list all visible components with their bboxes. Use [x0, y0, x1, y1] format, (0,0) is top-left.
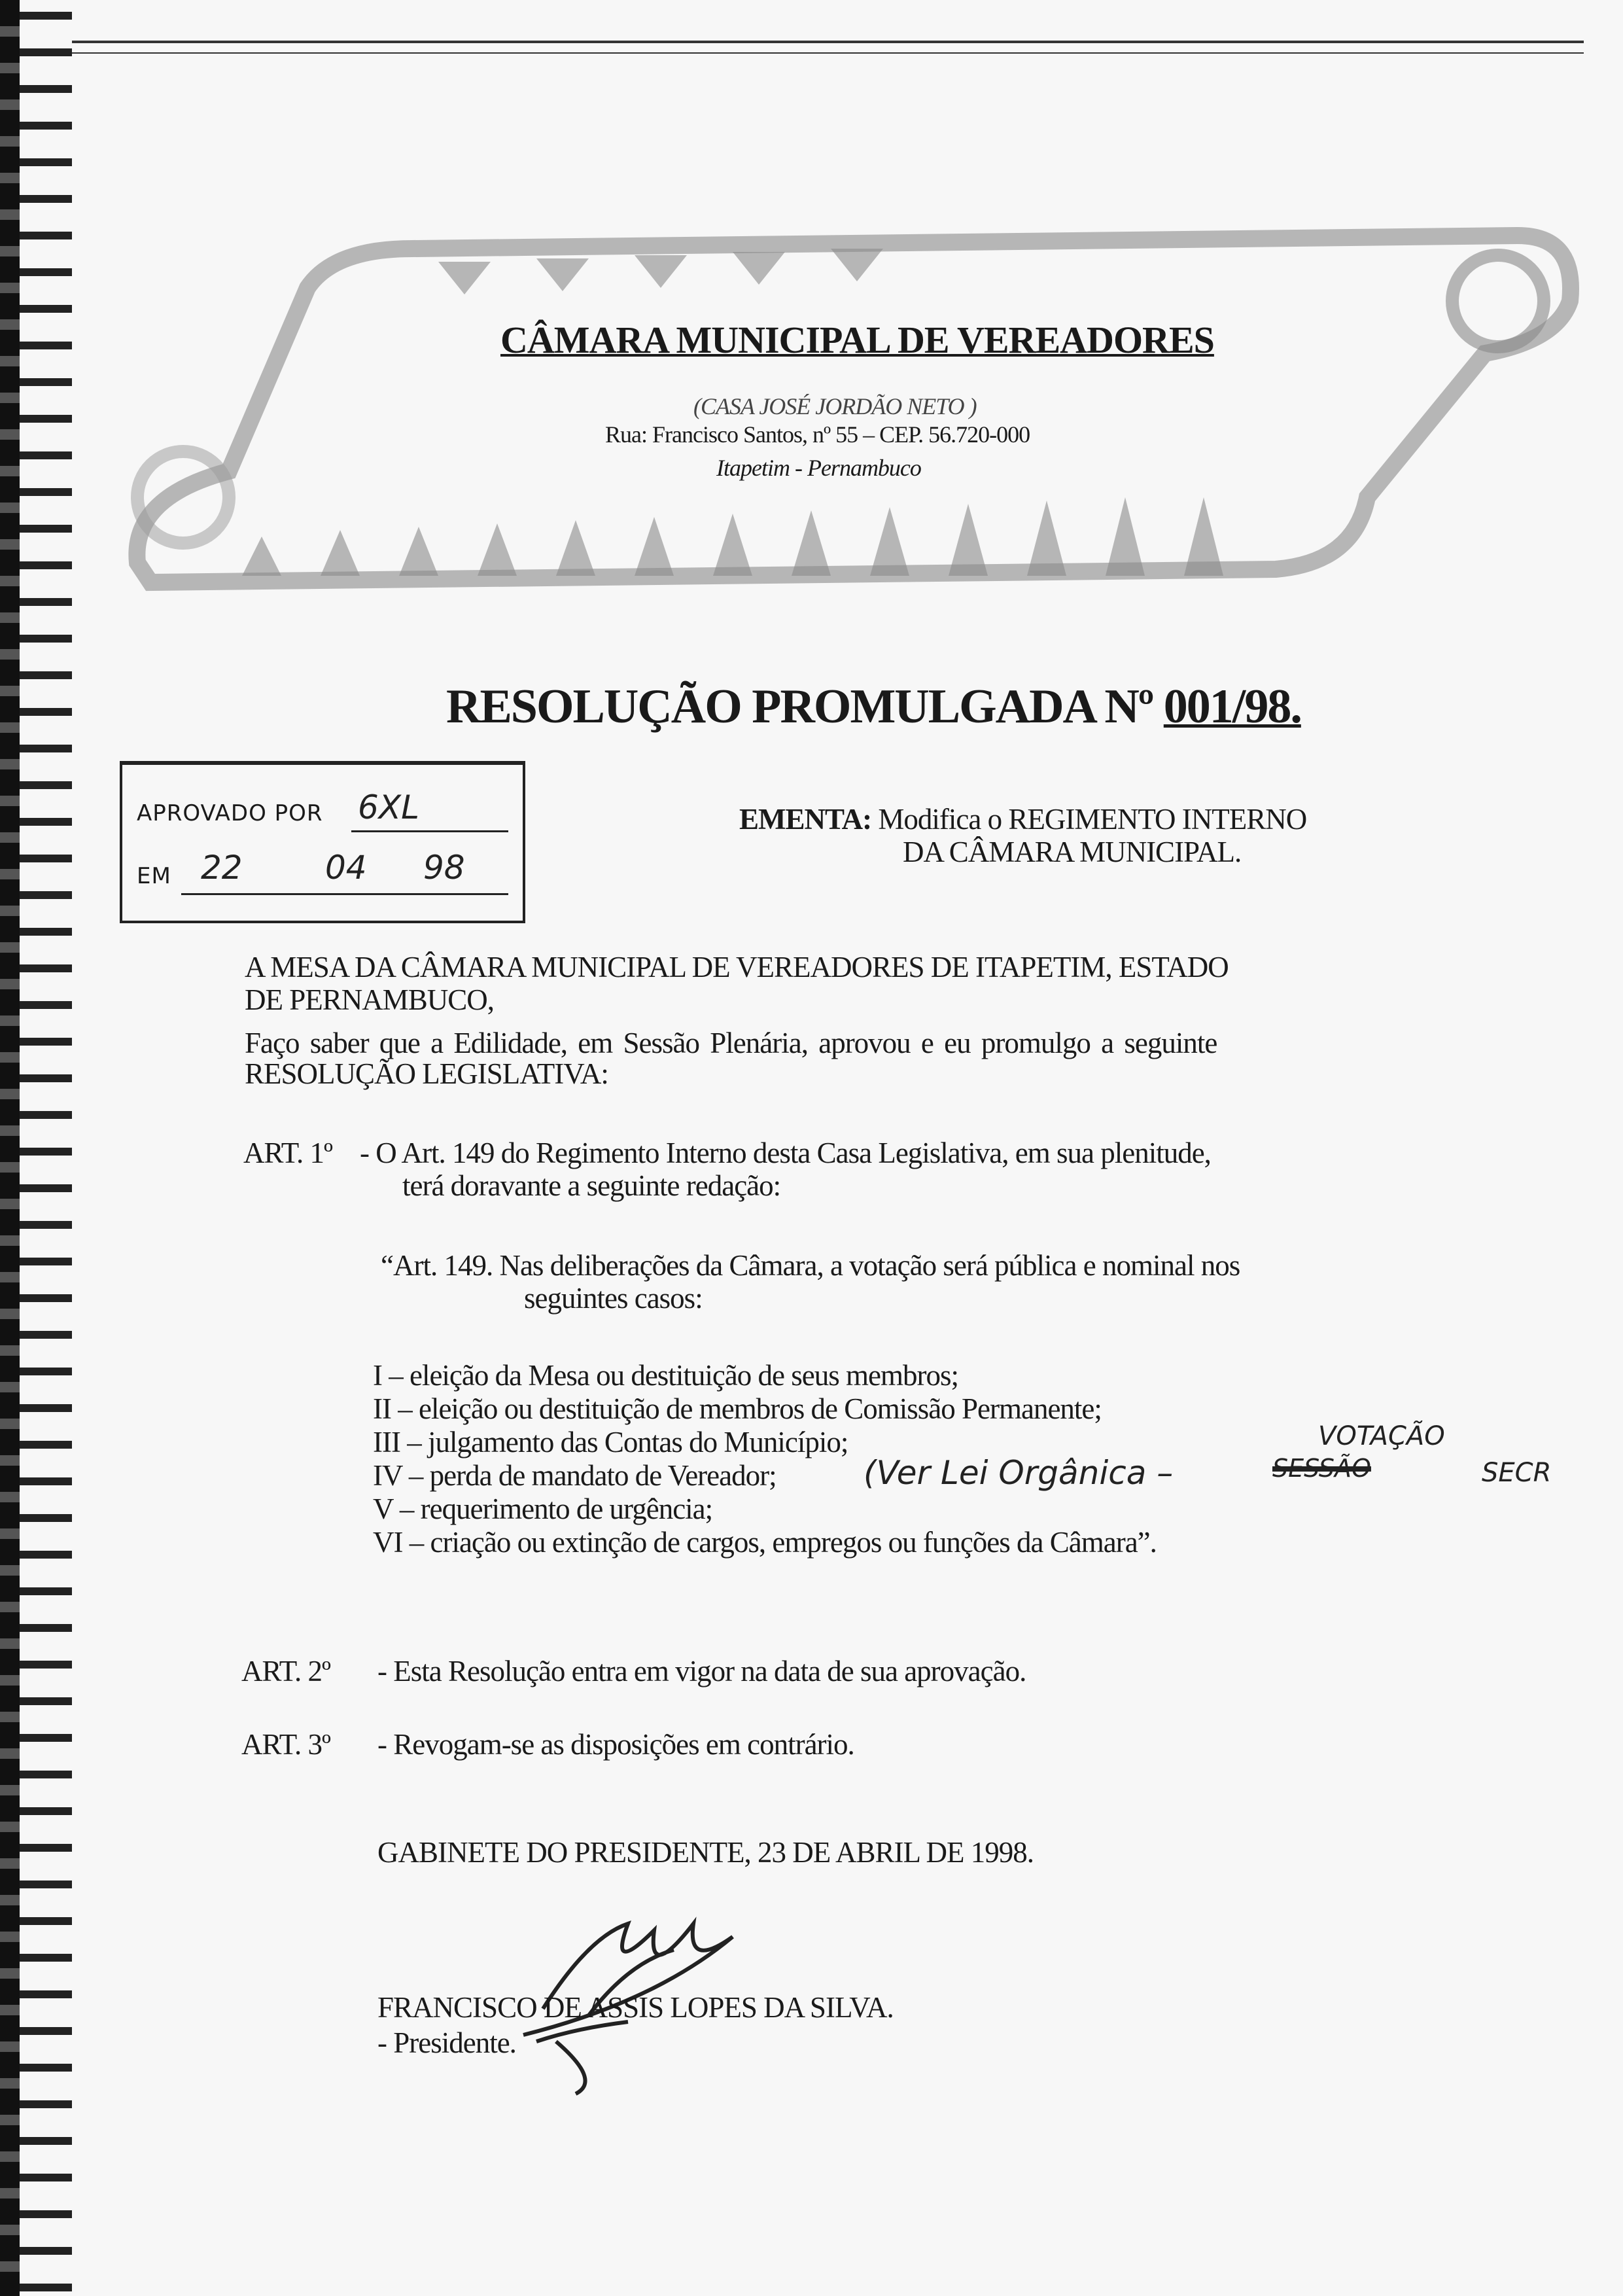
- list-item: III – julgamento das Contas do Município;: [373, 1426, 848, 1458]
- institution-name: CÂMARA MUNICIPAL DE VEREADORES: [500, 319, 1214, 361]
- handwritten-note-tail: SECR: [1482, 1458, 1552, 1488]
- list-item: I – eleição da Mesa ou destituição de seus membros;: [373, 1359, 958, 1392]
- list-item: V – requerimento de urgência;: [373, 1492, 713, 1525]
- approval-stamp: [120, 761, 525, 923]
- spiral-binding: [0, 0, 72, 2296]
- preamble-line: Faço saber que a Edilidade, em Sessão Plenária, aprovou e eu promulgo a seguinte: [245, 1027, 1217, 1059]
- ementa-line: Modifica o REGIMENTO INTERNO: [878, 803, 1307, 836]
- handwritten-note: (Ver Lei Orgânica –: [864, 1454, 1174, 1492]
- resolution-number: 001/98.: [1163, 680, 1301, 733]
- preamble-line: A MESA DA CÂMARA MUNICIPAL DE VEREADORES DE ITAPETIM, ESTADO: [245, 951, 1229, 983]
- city: Itapetim - Pernambuco: [716, 455, 921, 481]
- place-date: GABINETE DO PRESIDENTE, 23 DE ABRIL DE 1998.: [377, 1836, 1034, 1869]
- article-3-text: - Revogam-se as disposições em contrário.: [377, 1728, 854, 1761]
- title-prefix: RESOLUÇÃO PROMULGADA Nº: [446, 680, 1164, 733]
- handwritten-correction: VOTAÇÃO: [1318, 1421, 1445, 1451]
- article-1-text: terá doravante a seguinte redação:: [402, 1169, 781, 1202]
- quoted-article: seguintes casos:: [524, 1282, 703, 1315]
- document-title: [446, 679, 1301, 735]
- ementa-line: DA CÂMARA MUNICIPAL.: [903, 836, 1242, 868]
- article-1-label: ART. 1º: [243, 1137, 332, 1169]
- article-3-label: ART. 3º: [241, 1728, 330, 1761]
- list-item: II – eleição ou destituição de membros de Comissão Permanente;: [373, 1392, 1102, 1425]
- top-rule: [72, 41, 1584, 43]
- preamble-line: RESOLUÇÃO LEGISLATIVA:: [245, 1057, 608, 1090]
- approved-by-value: 6XL: [358, 788, 419, 826]
- stamp-month: 04: [325, 849, 367, 887]
- article-1-text: - O Art. 149 do Regimento Interno desta Casa Legislativa, em sua plenitude,: [360, 1137, 1211, 1169]
- list-item: VI – criação ou extinção de cargos, empregos ou funções da Câmara”.: [373, 1526, 1157, 1559]
- quoted-article: “Art. 149. Nas deliberações da Câmara, a votação será pública e nominal nos: [381, 1249, 1240, 1282]
- house-name: (CASA JOSÉ JORDÃO NETO ): [693, 393, 977, 419]
- article-2-text: - Esta Resolução entra em vigor na data de sua aprovação.: [377, 1655, 1026, 1687]
- stamp-day: 22: [201, 849, 243, 887]
- list-item: IV – perda de mandato de Vereador;: [373, 1459, 777, 1492]
- signatory-role: - Presidente.: [377, 2026, 516, 2059]
- address: Rua: Francisco Santos, nº 55 – CEP. 56.720-000: [605, 421, 1030, 448]
- date-label: EM: [137, 863, 171, 889]
- preamble-line: DE PERNAMBUCO,: [245, 983, 495, 1016]
- approved-by-label: APROVADO POR: [137, 800, 323, 826]
- stamp-year: 98: [423, 849, 465, 887]
- handwritten-struck-word: SESSÃO: [1272, 1454, 1371, 1483]
- top-rule: [72, 52, 1584, 54]
- ementa: [739, 802, 1306, 836]
- ementa-label: EMENTA:: [739, 803, 872, 836]
- article-2-label: ART. 2º: [241, 1655, 330, 1687]
- signatory-name: FRANCISCO DE ASSIS LOPES DA SILVA.: [377, 1991, 894, 2024]
